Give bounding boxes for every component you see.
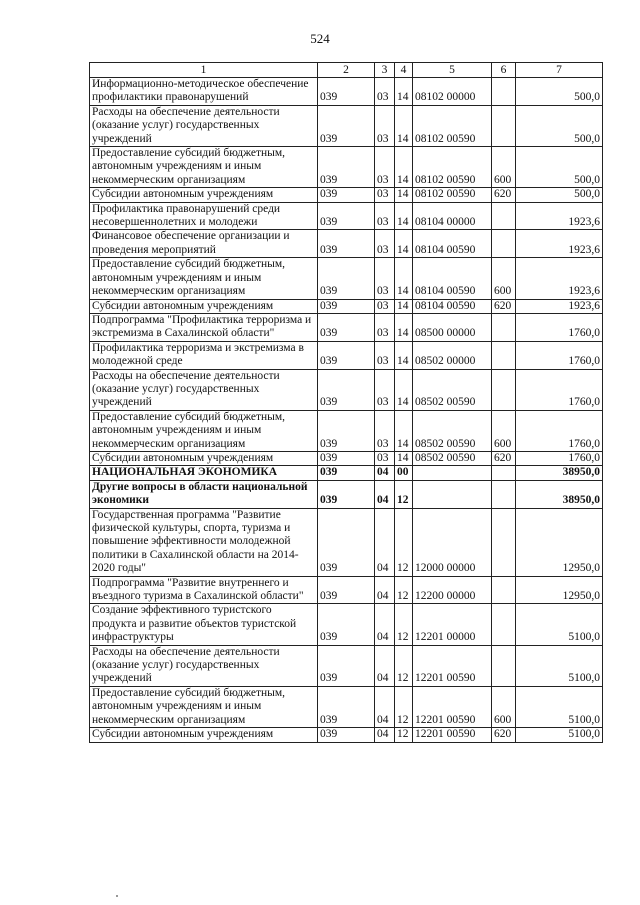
section-cell: 04 xyxy=(375,686,395,727)
section-cell: 04 xyxy=(375,466,395,480)
section-cell: 03 xyxy=(375,188,395,202)
amount-cell: 1760,0 xyxy=(516,369,603,410)
admin-code-cell: 039 xyxy=(318,299,375,313)
target-article-cell: 12201 00590 xyxy=(413,645,492,686)
section-cell: 03 xyxy=(375,313,395,341)
amount-cell: 5100,0 xyxy=(516,728,603,742)
amount-cell: 1760,0 xyxy=(516,313,603,341)
amount-cell: 5100,0 xyxy=(516,645,603,686)
table-row xyxy=(90,313,603,341)
admin-code-cell: 039 xyxy=(318,410,375,451)
table-row xyxy=(90,645,603,686)
expense-type-cell: 620 xyxy=(492,451,516,465)
subsection-cell: 14 xyxy=(395,258,413,299)
table-row xyxy=(90,686,603,727)
admin-code-cell: 039 xyxy=(318,604,375,645)
row-name-cell: Создание эффективного туристского продукта и развитие объектов туристской инфраструктуры xyxy=(90,604,318,645)
row-name-cell: НАЦИОНАЛЬНАЯ ЭКОНОМИКА xyxy=(90,466,318,480)
subsection-cell: 14 xyxy=(395,78,413,106)
table-row xyxy=(90,480,603,508)
expense-type-cell: 600 xyxy=(492,258,516,299)
target-article-cell: 12000 00000 xyxy=(413,508,492,576)
subsection-cell: 14 xyxy=(395,105,413,146)
row-name-cell: Профилактика терроризма и экстремизма в молодежной среде xyxy=(90,341,318,369)
scan-speck xyxy=(116,895,118,897)
amount-cell: 1760,0 xyxy=(516,451,603,465)
target-article-cell: 08500 00000 xyxy=(413,313,492,341)
expense-type-cell: 600 xyxy=(492,686,516,727)
row-name-cell: Предоставление субсидий бюджетным, автономным учреждениям и иным некоммерческим организациям xyxy=(90,258,318,299)
expense-type-cell: 620 xyxy=(492,299,516,313)
target-article-cell: 08104 00590 xyxy=(413,299,492,313)
target-article-cell: 08104 00590 xyxy=(413,230,492,258)
row-name-cell: Профилактика правонарушений среди несовершеннолетних и молодежи xyxy=(90,202,318,230)
subsection-cell: 14 xyxy=(395,147,413,188)
column-header: 4 xyxy=(395,63,413,78)
table-row xyxy=(90,78,603,106)
table-row xyxy=(90,202,603,230)
expense-type-cell xyxy=(492,202,516,230)
subsection-cell: 12 xyxy=(395,576,413,604)
admin-code-cell: 039 xyxy=(318,188,375,202)
amount-cell: 500,0 xyxy=(516,188,603,202)
section-cell: 04 xyxy=(375,508,395,576)
admin-code-cell: 039 xyxy=(318,576,375,604)
admin-code-cell: 039 xyxy=(318,258,375,299)
subsection-cell: 14 xyxy=(395,410,413,451)
section-cell: 03 xyxy=(375,451,395,465)
subsection-cell: 00 xyxy=(395,466,413,480)
amount-cell: 500,0 xyxy=(516,105,603,146)
expense-type-cell xyxy=(492,508,516,576)
admin-code-cell: 039 xyxy=(318,480,375,508)
section-cell: 04 xyxy=(375,576,395,604)
target-article-cell: 08102 00590 xyxy=(413,105,492,146)
row-name-cell: Предоставление субсидий бюджетным, автономным учреждениям и иным некоммерческим организациям xyxy=(90,410,318,451)
row-name-cell: Субсидии автономным учреждениям xyxy=(90,451,318,465)
target-article-cell: 08502 00590 xyxy=(413,410,492,451)
admin-code-cell: 039 xyxy=(318,508,375,576)
target-article-cell: 08104 00000 xyxy=(413,202,492,230)
amount-cell: 500,0 xyxy=(516,78,603,106)
subsection-cell: 14 xyxy=(395,313,413,341)
target-article-cell: 12201 00590 xyxy=(413,686,492,727)
amount-cell: 12950,0 xyxy=(516,576,603,604)
row-name-cell: Расходы на обеспечение деятельности (оказание услуг) государственных учреждений xyxy=(90,105,318,146)
target-article-cell: 12200 00000 xyxy=(413,576,492,604)
amount-cell: 38950,0 xyxy=(516,480,603,508)
subsection-cell: 14 xyxy=(395,451,413,465)
admin-code-cell: 039 xyxy=(318,78,375,106)
column-header: 2 xyxy=(318,63,375,78)
target-article-cell: 08502 00590 xyxy=(413,369,492,410)
table-header-row xyxy=(90,63,603,78)
amount-cell: 5100,0 xyxy=(516,604,603,645)
row-name-cell: Предоставление субсидий бюджетным, автономным учреждениям и иным некоммерческим организациям xyxy=(90,686,318,727)
row-name-cell: Государственная программа "Развитие физической культуры, спорта, туризма и повышение эффективности молодежной политики в Сахалинской области на 2014-2020 годы" xyxy=(90,508,318,576)
subsection-cell: 12 xyxy=(395,728,413,742)
subsection-cell: 14 xyxy=(395,188,413,202)
expense-type-cell xyxy=(492,480,516,508)
row-name-cell: Предоставление субсидий бюджетным, автономным учреждениям и иным некоммерческим организациям xyxy=(90,147,318,188)
expense-type-cell xyxy=(492,604,516,645)
admin-code-cell: 039 xyxy=(318,105,375,146)
target-article-cell: 12201 00590 xyxy=(413,728,492,742)
section-cell: 03 xyxy=(375,341,395,369)
row-name-cell: Субсидии автономным учреждениям xyxy=(90,188,318,202)
amount-cell: 1923,6 xyxy=(516,202,603,230)
admin-code-cell: 039 xyxy=(318,466,375,480)
expense-type-cell: 600 xyxy=(492,147,516,188)
amount-cell: 5100,0 xyxy=(516,686,603,727)
subsection-cell: 14 xyxy=(395,202,413,230)
table-row xyxy=(90,466,603,480)
admin-code-cell: 039 xyxy=(318,202,375,230)
amount-cell: 38950,0 xyxy=(516,466,603,480)
section-cell: 04 xyxy=(375,728,395,742)
amount-cell: 500,0 xyxy=(516,147,603,188)
subsection-cell: 12 xyxy=(395,508,413,576)
expense-type-cell xyxy=(492,466,516,480)
subsection-cell: 14 xyxy=(395,230,413,258)
column-header: 1 xyxy=(90,63,318,78)
table-row xyxy=(90,410,603,451)
table-row xyxy=(90,230,603,258)
section-cell: 04 xyxy=(375,604,395,645)
section-cell: 03 xyxy=(375,410,395,451)
subsection-cell: 14 xyxy=(395,299,413,313)
page-number: 524 xyxy=(310,31,330,46)
subsection-cell: 12 xyxy=(395,604,413,645)
admin-code-cell: 039 xyxy=(318,645,375,686)
target-article-cell xyxy=(413,480,492,508)
column-header: 6 xyxy=(492,63,516,78)
section-cell: 03 xyxy=(375,230,395,258)
amount-cell: 12950,0 xyxy=(516,508,603,576)
amount-cell: 1760,0 xyxy=(516,410,603,451)
row-name-cell: Финансовое обеспечение организации и проведения мероприятий xyxy=(90,230,318,258)
table-row xyxy=(90,341,603,369)
target-article-cell: 08104 00590 xyxy=(413,258,492,299)
target-article-cell: 08102 00590 xyxy=(413,188,492,202)
target-article-cell: 08102 00590 xyxy=(413,147,492,188)
table-row xyxy=(90,258,603,299)
amount-cell: 1923,6 xyxy=(516,299,603,313)
expense-type-cell: 620 xyxy=(492,728,516,742)
table-row xyxy=(90,188,603,202)
expense-type-cell xyxy=(492,576,516,604)
amount-cell: 1923,6 xyxy=(516,258,603,299)
admin-code-cell: 039 xyxy=(318,341,375,369)
table-row xyxy=(90,147,603,188)
table-row xyxy=(90,576,603,604)
target-article-cell: 12201 00000 xyxy=(413,604,492,645)
section-cell: 03 xyxy=(375,299,395,313)
row-name-cell: Информационно-методическое обеспечение профилактики правонарушений xyxy=(90,78,318,106)
row-name-cell: Расходы на обеспечение деятельности (оказание услуг) государственных учреждений xyxy=(90,645,318,686)
budget-table xyxy=(89,62,603,743)
section-cell: 03 xyxy=(375,105,395,146)
column-header: 3 xyxy=(375,63,395,78)
table-row xyxy=(90,105,603,146)
row-name-cell: Расходы на обеспечение деятельности (оказание услуг) государственных учреждений xyxy=(90,369,318,410)
subsection-cell: 14 xyxy=(395,341,413,369)
expense-type-cell xyxy=(492,230,516,258)
target-article-cell: 08102 00000 xyxy=(413,78,492,106)
section-cell: 03 xyxy=(375,78,395,106)
expense-type-cell xyxy=(492,645,516,686)
expense-type-cell xyxy=(492,105,516,146)
table-row xyxy=(90,728,603,742)
section-cell: 04 xyxy=(375,645,395,686)
section-cell: 03 xyxy=(375,258,395,299)
expense-type-cell xyxy=(492,369,516,410)
subsection-cell: 12 xyxy=(395,480,413,508)
table-row xyxy=(90,508,603,576)
table-row xyxy=(90,451,603,465)
section-cell: 03 xyxy=(375,202,395,230)
target-article-cell xyxy=(413,466,492,480)
expense-type-cell: 600 xyxy=(492,410,516,451)
admin-code-cell: 039 xyxy=(318,313,375,341)
target-article-cell: 08502 00000 xyxy=(413,341,492,369)
section-cell: 04 xyxy=(375,480,395,508)
amount-cell: 1923,6 xyxy=(516,230,603,258)
admin-code-cell: 039 xyxy=(318,230,375,258)
table-row xyxy=(90,299,603,313)
admin-code-cell: 039 xyxy=(318,147,375,188)
expense-type-cell xyxy=(492,78,516,106)
target-article-cell: 08502 00590 xyxy=(413,451,492,465)
admin-code-cell: 039 xyxy=(318,728,375,742)
amount-cell: 1760,0 xyxy=(516,341,603,369)
subsection-cell: 12 xyxy=(395,645,413,686)
expense-type-cell xyxy=(492,313,516,341)
admin-code-cell: 039 xyxy=(318,369,375,410)
row-name-cell: Другие вопросы в области национальной экономики xyxy=(90,480,318,508)
section-cell: 03 xyxy=(375,147,395,188)
admin-code-cell: 039 xyxy=(318,686,375,727)
section-cell: 03 xyxy=(375,369,395,410)
column-header: 5 xyxy=(413,63,492,78)
row-name-cell: Субсидии автономным учреждениям xyxy=(90,299,318,313)
expense-type-cell xyxy=(492,341,516,369)
subsection-cell: 12 xyxy=(395,686,413,727)
table-row xyxy=(90,604,603,645)
table-row xyxy=(90,369,603,410)
subsection-cell: 14 xyxy=(395,369,413,410)
admin-code-cell: 039 xyxy=(318,451,375,465)
expense-type-cell: 620 xyxy=(492,188,516,202)
row-name-cell: Подпрограмма "Профилактика терроризма и экстремизма в Сахалинской области" xyxy=(90,313,318,341)
column-header: 7 xyxy=(516,63,603,78)
row-name-cell: Подпрограмма "Развитие внутреннего и въездного туризма в Сахалинской области" xyxy=(90,576,318,604)
row-name-cell: Субсидии автономным учреждениям xyxy=(90,728,318,742)
